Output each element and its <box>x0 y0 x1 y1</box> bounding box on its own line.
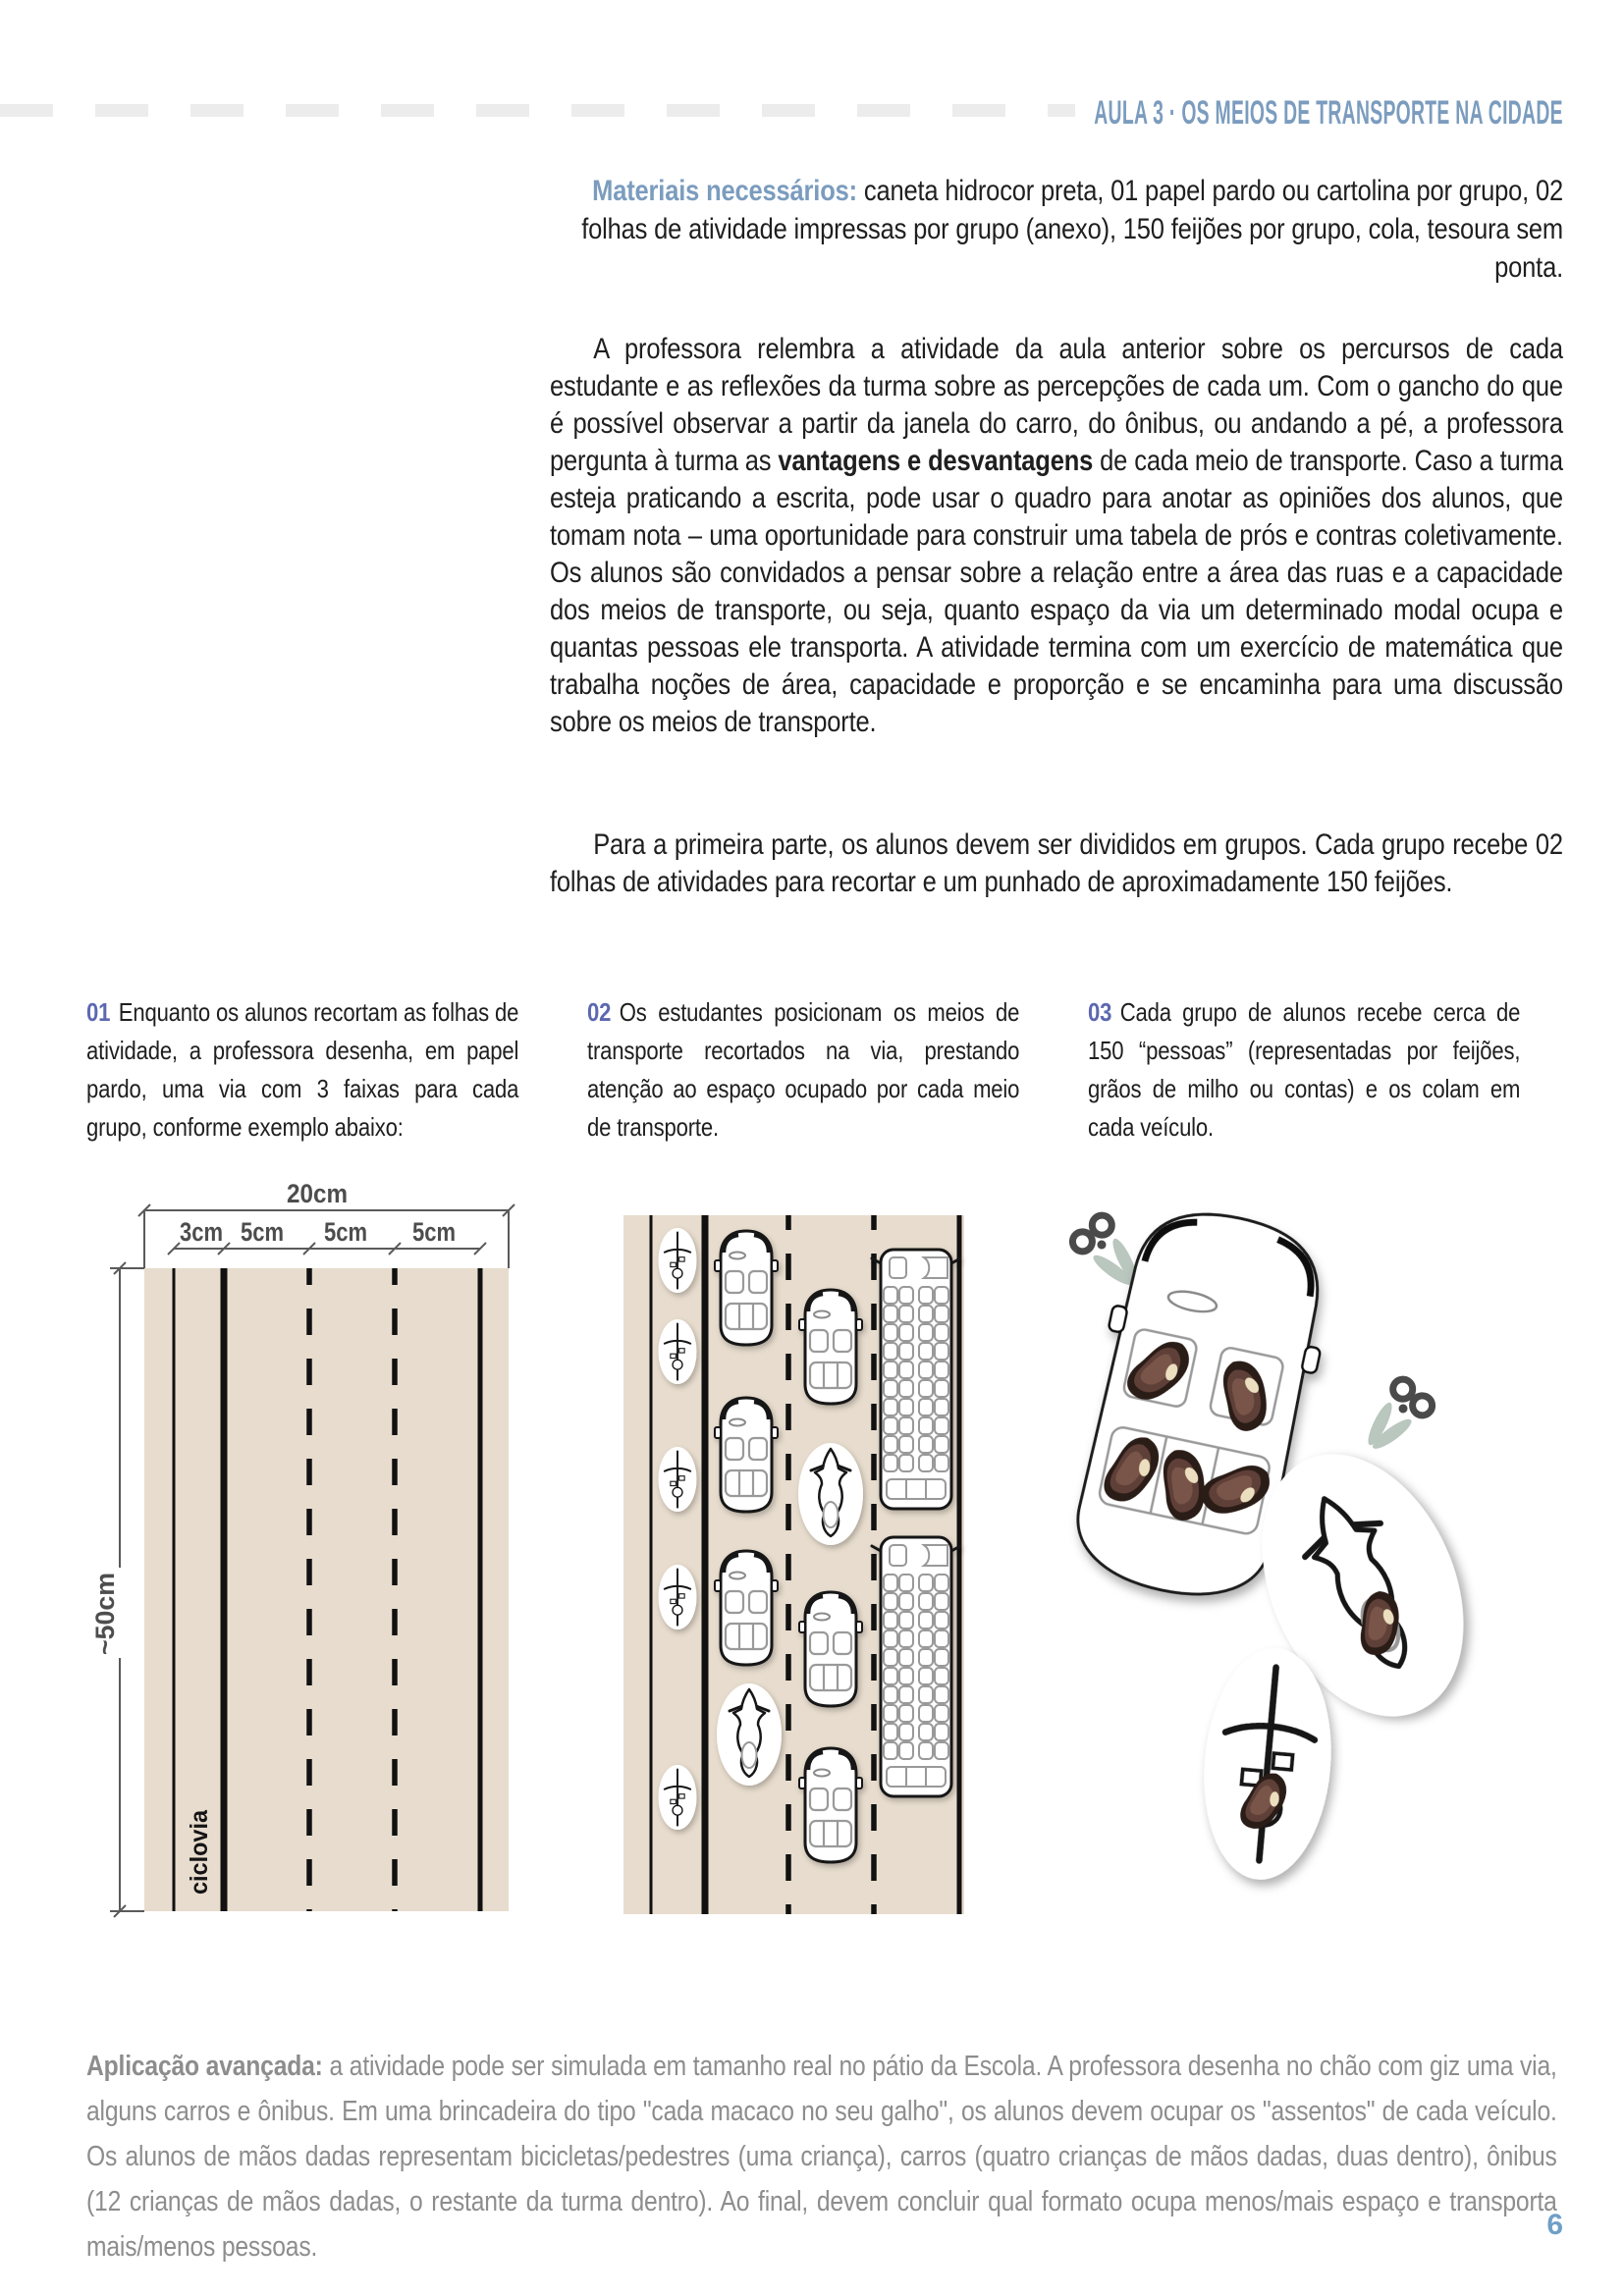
scissors-icon <box>1353 1375 1436 1462</box>
dim-total-label: 20cm <box>287 1179 348 1208</box>
bicycle-cutout <box>659 1765 697 1830</box>
intro-paragraph-text: de cada meio de transporte. Caso a turma esteja praticando a escrita, pode usar o quadro para anotar as opiniões dos alunos, que tomam nota – uma oportunidade para construir uma tabela de prós e contras coletivamente. Os alunos são convidados a pensar sobre a relação entre a área das ruas e a capacidade dos meios de transporte, ou seja, quanto espaço da via um determinado modal ocupa e quantas pessoas ele transporta. A atividade termina com um exercício de matemática que trabalha noções de área, capacidade e proporção e se encaminha para uma discussão sobre os meios de transporte. <box>550 445 1563 738</box>
advanced-application-paragraph <box>86 2044 1557 2269</box>
page-number: 6 <box>1546 2209 1563 2241</box>
car-cutout <box>799 1592 862 1706</box>
step-text: Os estudantes posicionam os meios de transporte recortados na via, prestando atenção ao espaço ocupado por cada meio de transporte. <box>587 997 1020 1142</box>
car-cutout <box>799 1290 862 1404</box>
bicycle-cutout <box>659 1228 697 1293</box>
motorcycle-cutout <box>717 1683 782 1786</box>
motorcycle-cutout <box>798 1443 863 1545</box>
step-text: Enquanto os alunos recortam as folhas de atividade, a professora desenha, em papel pardo, uma via com 3 faixas para cada grupo, conforme exemplo abaixo: <box>86 997 519 1142</box>
cutouts-illustration <box>1036 1173 1566 1934</box>
road-with-vehicles-illustration <box>614 1207 977 1916</box>
car-cutout <box>715 1231 778 1345</box>
step-number: 02 <box>587 997 612 1027</box>
step-text: Cada grupo de alunos recebe cerca de 150 “pessoas” (representadas por feijões, grãos de milho ou contas) e os colam em cada veículo. <box>1088 997 1521 1142</box>
advanced-text: a atividade pode ser simulada em tamanho real no pátio da Escola. A professora desenha no chão com giz uma via, alguns carros e ônibus. Em uma brincadeira do tipo "cada macaco no seu galho", os alunos devem ocupar os "assentos" de cada veículo. Os alunos de mãos dadas representam bicicletas/pedestres (uma criança), carros (quatro crianças de mãos dadas, duas dentro), ônibus (12 crianças de mãos dadas, o restante da turma dentro). Ao final, devem concluir qual formato ocupa menos/mais espaço e transporta mais/menos pessoas. <box>86 2051 1557 2263</box>
intro-paragraph-text: A professora relembra a atividade da aula anterior sobre os percursos de cada estudante e as reflexões da turma sobre as percepções de cada um. Com o gancho do que é possível observar a partir da janela do carro, do ônibus, ou andando a pé, a professora pergunta à turma as <box>550 333 1563 477</box>
road-diagram <box>69 1175 530 1923</box>
page-title: AULA 3 · OS MEIOS DE TRANSPORTE NA CIDADE <box>1094 94 1563 132</box>
advanced-label: Aplicação avançada: <box>86 2051 323 2082</box>
bicycle-cutout <box>659 1447 697 1512</box>
step-number: 03 <box>1088 997 1112 1027</box>
dim-seg-label: 5cm <box>412 1217 456 1247</box>
car-cutout <box>799 1748 862 1862</box>
dim-seg-label: 5cm <box>241 1217 284 1247</box>
bicycle-cutout <box>659 1565 697 1629</box>
materials-text: caneta hidrocor preta, 01 papel pardo ou cartolina por grupo, 02 folhas de atividade impressas por grupo (anexo), 150 feijões por grupo, cola, tesoura sem ponta. <box>581 175 1563 284</box>
bus-cutout <box>872 1250 960 1509</box>
step-column-2 <box>587 993 1019 1147</box>
ciclovia-label: ciclovia <box>186 1804 213 1895</box>
dim-seg-label: 3cm <box>180 1217 223 1247</box>
step-column-3 <box>1088 993 1520 1147</box>
step-column-1 <box>86 993 518 1147</box>
materials-paragraph <box>550 172 1563 287</box>
car-cutout <box>715 1551 778 1665</box>
dim-height-label: ~50cm <box>90 1572 120 1655</box>
dimension-height <box>90 1262 144 1917</box>
step-number: 01 <box>86 997 111 1027</box>
materials-label: Materiais necessários: <box>592 175 857 207</box>
bicycle-cutout <box>659 1319 697 1384</box>
groups-paragraph: Para a primeira parte, os alunos devem ser divididos em grupos. Cada grupo recebe 02 folhas de atividades para recortar e um punhado de aproximadamente 150 feijões. <box>550 828 1563 898</box>
header-dashed-divider <box>0 104 1075 117</box>
dim-seg-label: 5cm <box>324 1217 367 1247</box>
bus-cutout <box>872 1537 960 1796</box>
intro-paragraph-bold: vantagens e desvantagens <box>778 445 1094 477</box>
dimension-segments <box>168 1217 486 1255</box>
intro-paragraph <box>550 331 1563 741</box>
car-cutout <box>715 1398 778 1512</box>
